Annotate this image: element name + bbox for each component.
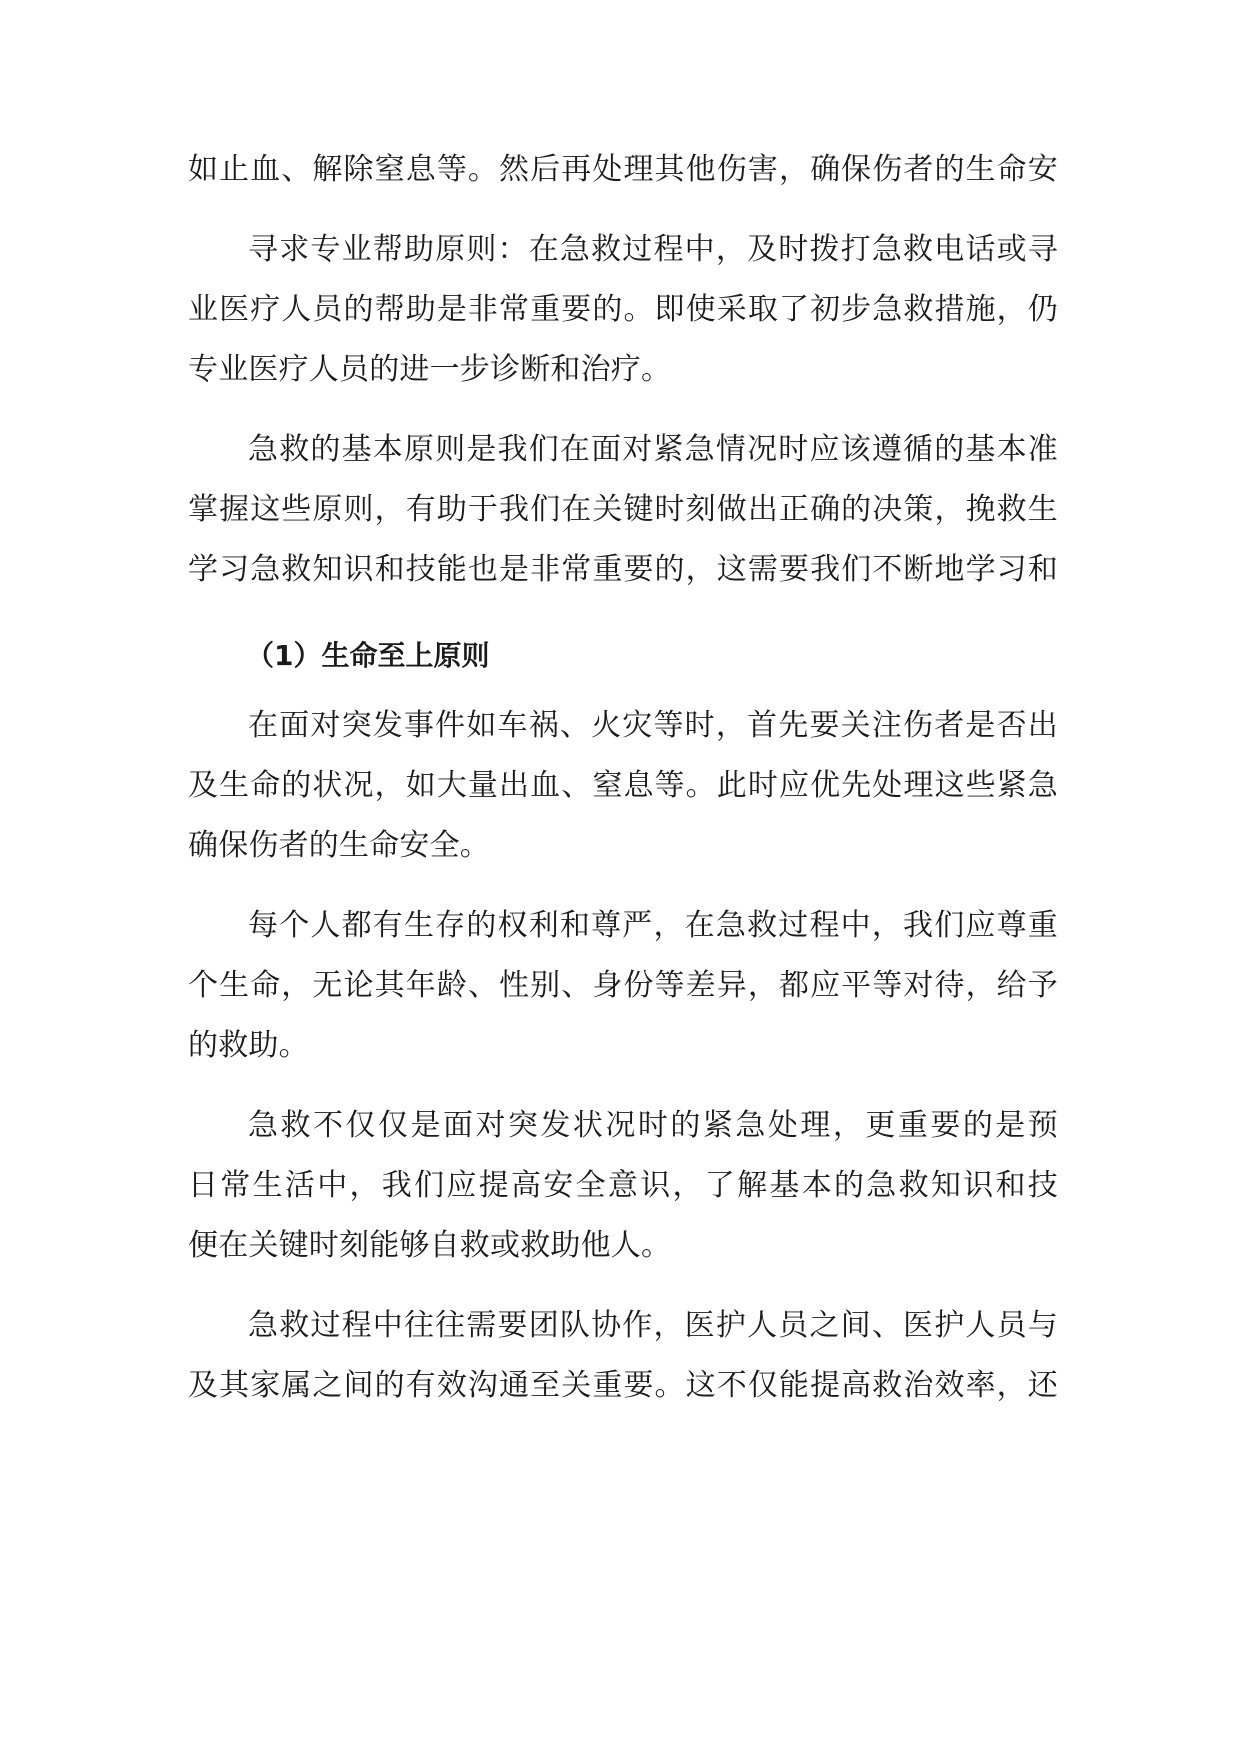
text-line: 便在关键时刻能够自救或救助他人。 (188, 1228, 672, 1263)
text-line: 及生命的状况，如大量出血、窒息等。此时应优先处理这些紧急 (188, 768, 1058, 803)
text-line: 在面对突发事件如车祸、火灾等时，首先要关注伤者是否出 (248, 708, 1058, 743)
section-heading: （1）生命至上原则 (246, 639, 490, 672)
text-line: 日常生活中，我们应提高安全意识，了解基本的急救知识和技 (188, 1168, 1058, 1203)
text-line: 掌握这些原则，有助于我们在关键时刻做出正确的决策，挽救生 (188, 492, 1058, 527)
text-line: 的救助。 (188, 1028, 309, 1063)
text-line: 及其家属之间的有效沟通至关重要。这不仅能提高救治效率，还 (188, 1368, 1058, 1403)
text-line: 业医疗人员的帮助是非常重要的。即使采取了初步急救措施，仍 (188, 292, 1058, 327)
text-line: 学习急救知识和技能也是非常重要的，这需要我们不断地学习和 (188, 552, 1058, 587)
text-line: 急救的基本原则是我们在面对紧急情况时应该遵循的基本准 (248, 432, 1058, 467)
text-line: 寻求专业帮助原则：在急救过程中，及时拨打急救电话或寻 (248, 232, 1058, 267)
text-line: 急救不仅仅是面对突发状况时的紧急处理，更重要的是预 (248, 1108, 1058, 1143)
text-line: 如止血、解除窒息等。然后再处理其他伤害，确保伤者的生命安 (188, 152, 1058, 187)
text-line: 每个人都有生存的权利和尊严，在急救过程中，我们应尊重 (248, 908, 1058, 943)
text-line: 确保伤者的生命安全。 (188, 828, 490, 863)
text-line: 专业医疗人员的进一步诊断和治疗。 (188, 352, 672, 387)
text-line: 急救过程中往往需要团队协作，医护人员之间、医护人员与 (248, 1308, 1058, 1343)
text-line: 个生命，无论其年龄、性别、身份等差异，都应平等对待，给予 (188, 968, 1058, 1003)
